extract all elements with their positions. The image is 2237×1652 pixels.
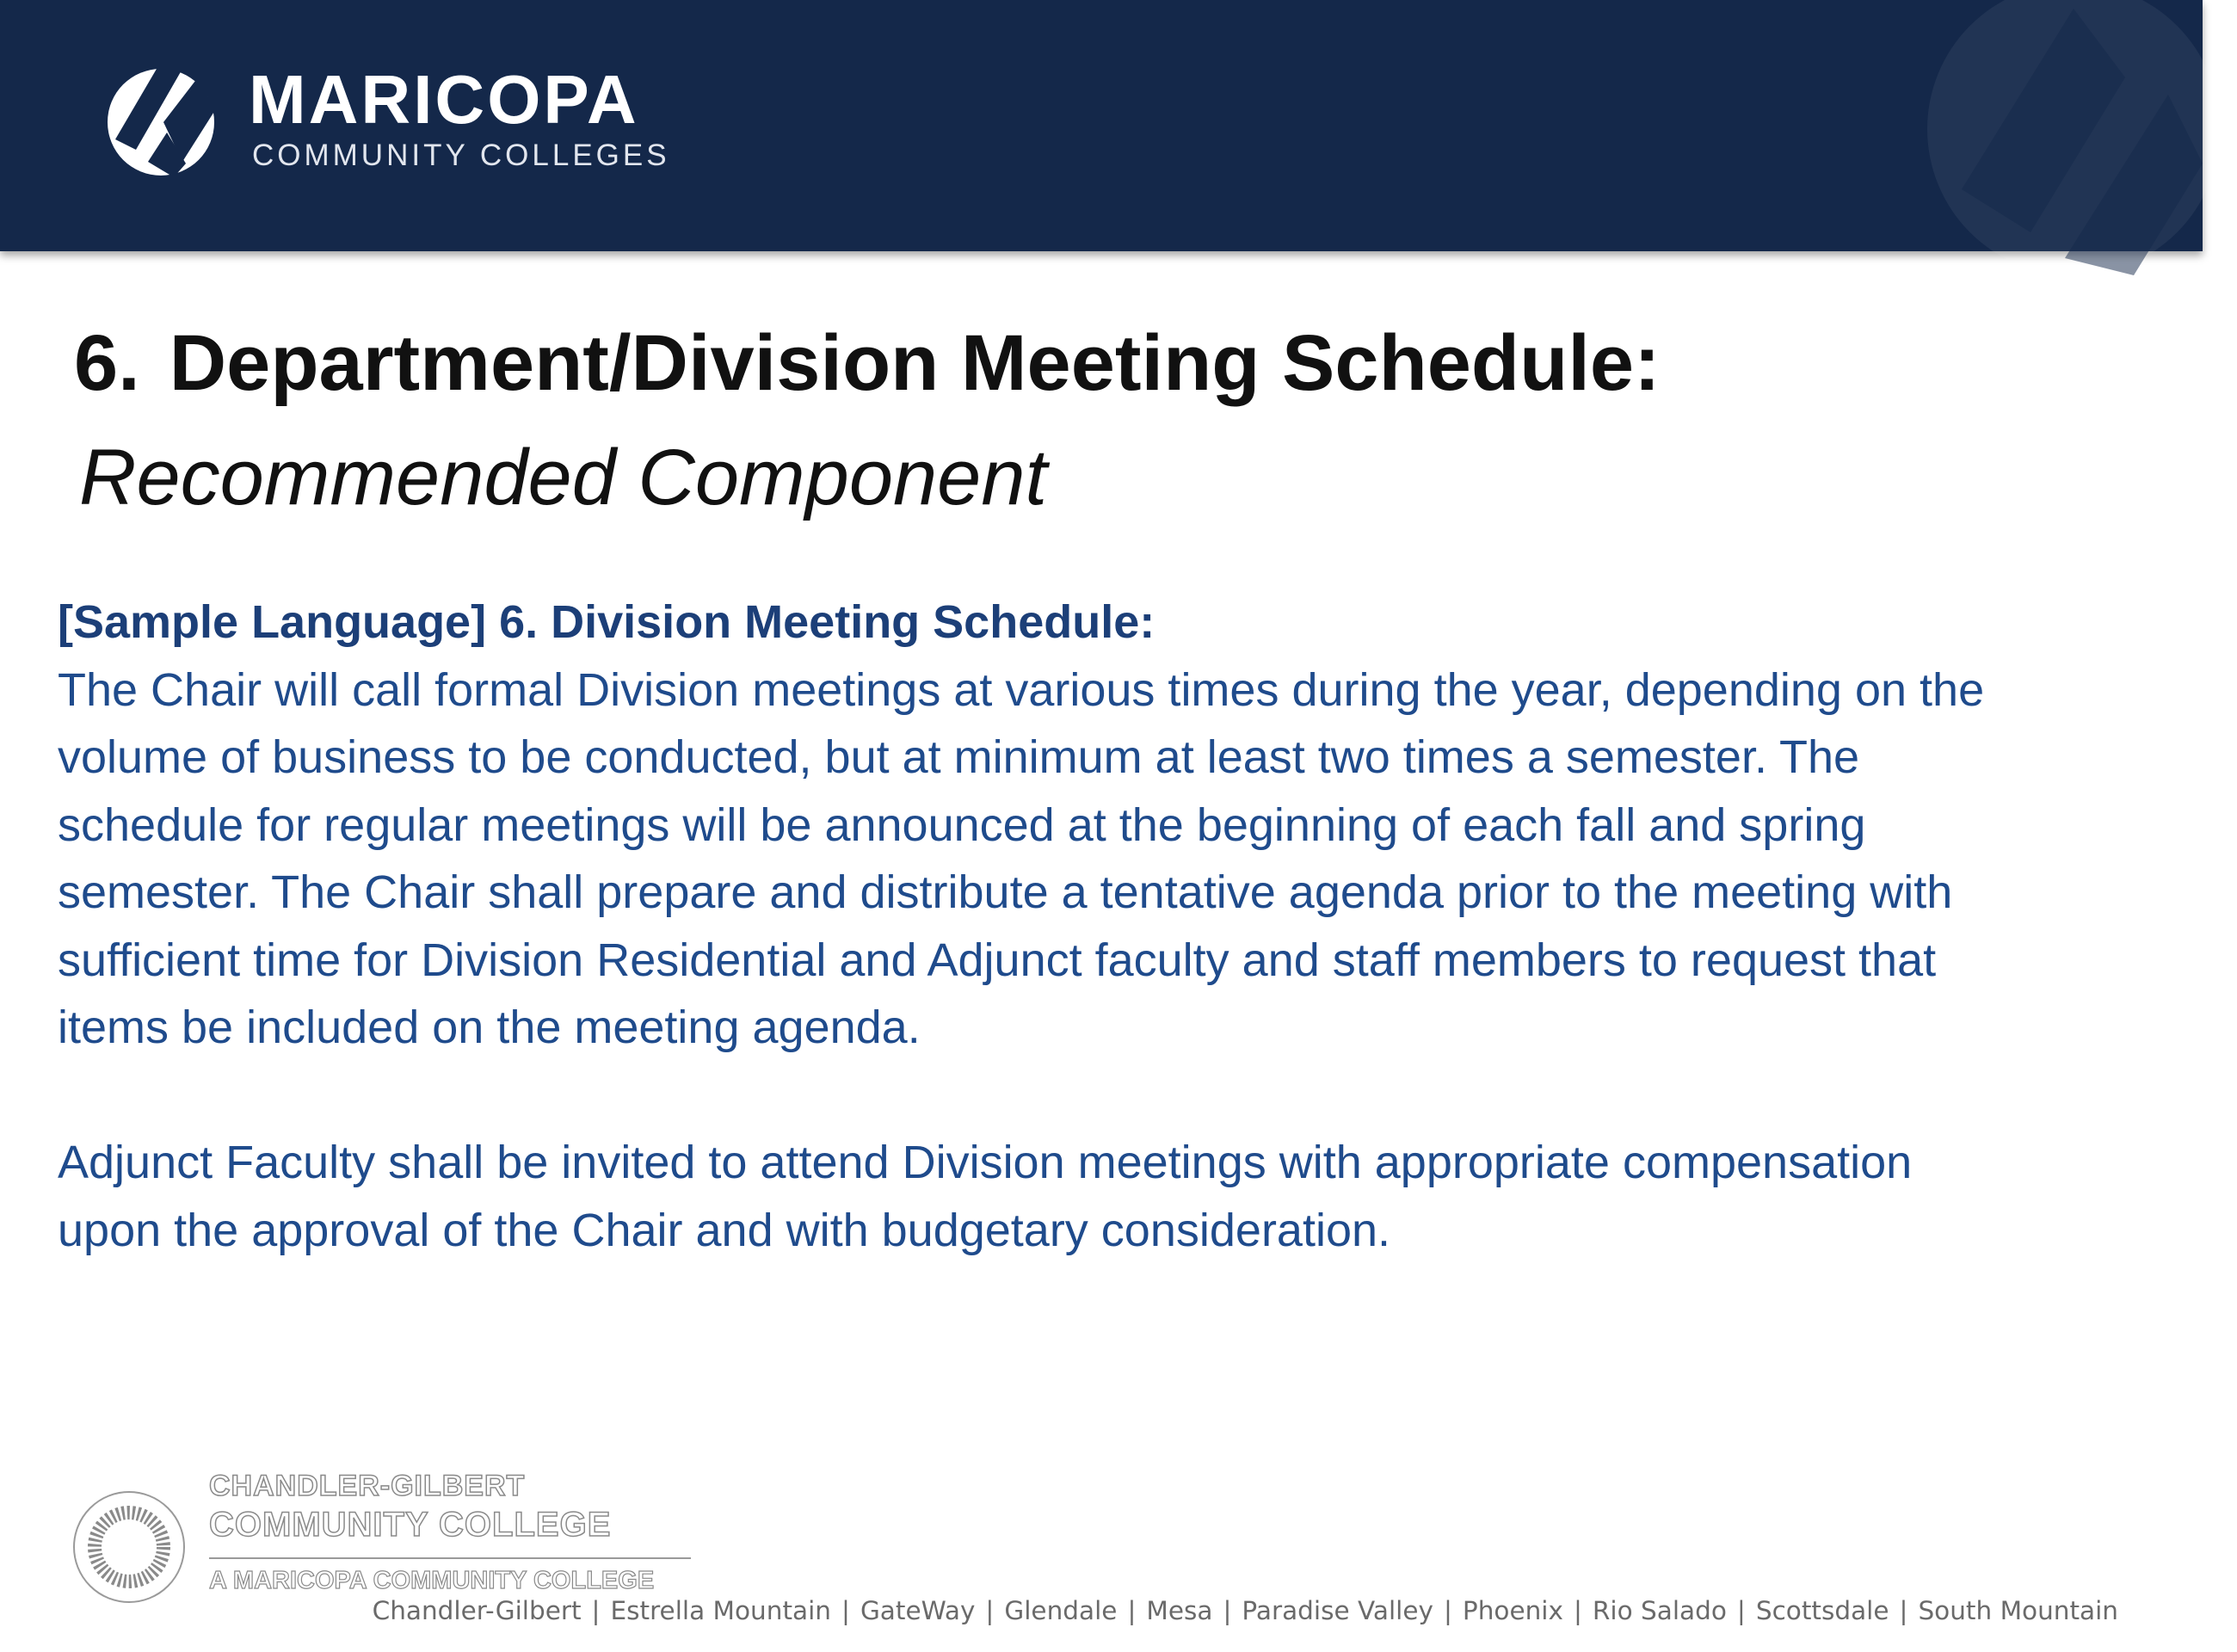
college-name: GateWay [860,1596,976,1625]
sample-language-block [58,589,2140,1264]
paragraph-line: schedule for regular meetings will be announced at the beginning of each fall and spring [58,798,1866,851]
paragraph-line: The Chair will call formal Division meetings at various times during the year, depending on the [58,663,1985,716]
header-bar [0,0,2203,251]
maricopa-logo-icon [103,60,219,184]
college-name: Rio Salado [1592,1596,1727,1625]
college-name: Scottsdale [1755,1596,1889,1625]
separator: | [1899,1596,1908,1625]
separator: | [985,1596,995,1625]
college-name: South Mountain [1918,1596,2118,1625]
paragraph-spacer [58,1062,2140,1130]
paragraph-line: items be included on the meeting agenda. [58,1002,921,1053]
college-name: Estrella Mountain [610,1596,831,1625]
separator: | [591,1596,601,1625]
college-list [372,1596,2118,1625]
brand-name: MARICOPA [249,61,639,138]
college-name: Glendale [1004,1596,1118,1625]
page-subtitle: Recommended Component [79,434,1048,521]
separator: | [1573,1596,1582,1625]
college-name: Paradise Valley [1242,1596,1433,1625]
title-text: Department/Division Meeting Schedule: [169,319,1661,407]
footer-tagline: A MARICOPA COMMUNITY COLLEGE [209,1567,655,1594]
paragraph-line: Adjunct Faculty shall be invited to attend Division meetings with appropriate compensation [58,1137,1913,1188]
footer-logo-top-line [209,1470,545,1502]
brand-subtitle: COMMUNITY COLLEGES [252,139,670,172]
college-name: Phoenix [1462,1596,1563,1625]
separator: | [1127,1596,1137,1625]
college-name: Chandler-Gilbert [372,1596,582,1625]
paragraph-line: volume of business to be conducted, but at minimum at least two times a semester. The [58,731,1860,783]
college-name: Mesa [1146,1596,1213,1625]
chandler-gilbert-logo-icon [67,1489,196,1606]
paragraph-line: sufficient time for Division Residential and Adjunct faculty and staff members to request that [58,934,1937,986]
separator: | [1223,1596,1232,1625]
sample-heading: [Sample Language] 6. Division Meeting Schedule: [58,596,1155,648]
paragraph-line: upon the approval of the Chair and with budgetary consideration. [58,1204,1391,1256]
separator: | [1736,1596,1746,1625]
footer-divider [209,1557,691,1559]
paragraph-line: semester. The Chair shall prepare and distribute a tentative agenda prior to the meeting with [58,866,1953,918]
separator: | [841,1596,850,1625]
footer-logo-top-text: CHANDLER-GILBERT [209,1470,526,1502]
page-title [74,320,1661,407]
separator: | [1443,1596,1452,1625]
slide-number: 6. [74,319,140,407]
footer-college-name: COMMUNITY COLLEGE [209,1506,612,1544]
maricopa-watermark-icon [1910,0,2237,284]
